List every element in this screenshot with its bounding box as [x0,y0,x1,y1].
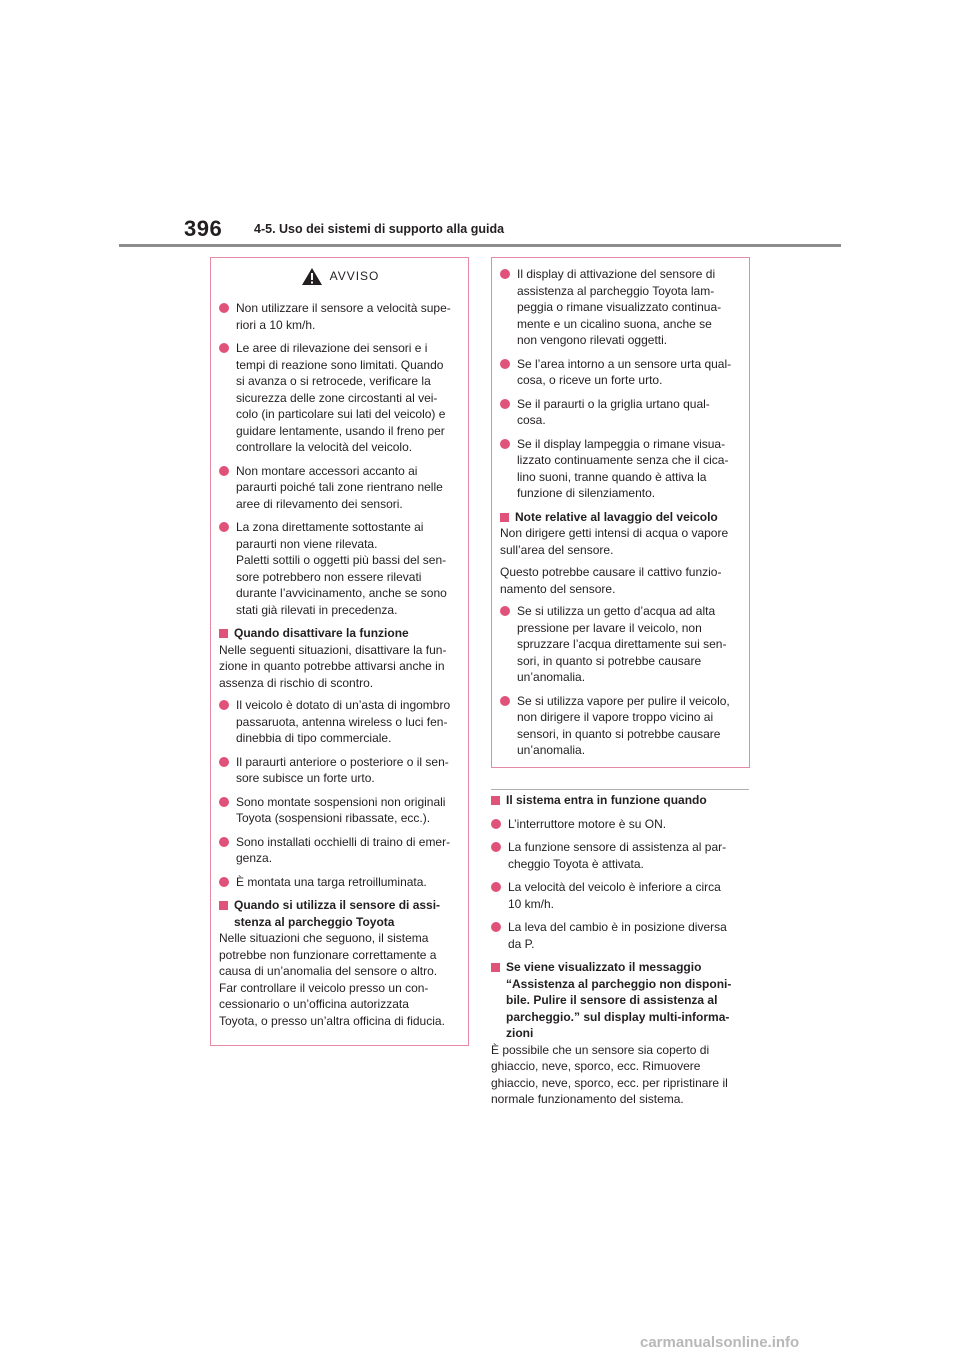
list-item: Non montare accessori accanto ai paraurti poiché tali zone rientrano nelle aree di rilevamento dei sensori. [219,463,461,513]
list-item: La zona direttamente sottostante ai paraurti non viene rilevata. Paletti sottili o oggetti più bassi del sen- sore potrebbero non essere rilevati durante l’avvicinamento, anche se sono stati già rilevati in precedenza. [219,519,461,618]
list-item: Il veicolo è dotato di un’asta di ingombro passaruota, antenna wireless o luci fen- dinebbia di tipo commerciale. [219,697,461,747]
list-item: Il paraurti anteriore o posteriore o il sen- sore subisce un forte urto. [219,754,461,787]
list-item: Se l’area intorno a un sensore urta qual- cosa, o riceve un forte urto. [500,356,742,389]
square-bullet-icon [219,901,228,910]
bullet-dot-icon [491,922,501,932]
bullet-dot-icon [219,303,229,313]
subheading-use: Quando si utilizza il sensore di assi- stenza al parcheggio Toyota [219,897,461,930]
list-item: L’interruttore motore è su ON. [491,816,750,833]
bullet-dot-icon [219,522,229,532]
list-item: Se si utilizza un getto d’acqua ad alta pressione per lavare il veicolo, non spruzzare l’acqua direttamente sui sen- sori, in quanto si potrebbe causare un’anomalia. [500,603,742,686]
bullet-dot-icon [500,399,510,409]
paragraph: È possibile che un sensore sia coperto di ghiaccio, neve, sporco, ecc. Rimuovere ghiaccio, neve, sporco, ecc. per ripristinare il normale funzionamento del sistema. [491,1042,728,1106]
bullet-dot-icon [491,882,501,892]
list-item: La velocità del veicolo è inferiore a circa 10 km/h. [491,879,750,912]
list-item: Se il display lampeggia o rimane visua- lizzato continuamente senza che il cica- lino suoni, tranne quando è attiva la funzione di silenziamento. [500,436,742,502]
bullet-dot-icon [219,797,229,807]
paragraph: Nelle situazioni che seguono, il sistema potrebbe non funzionare correttamente a causa di un’anomalia del sensore o altro. Far controllare il veicolo presso un con- cessionario o un’officina autorizzata Toyota, o presso un’altra officina di fiducia. [219,931,445,1028]
bullet-dot-icon [219,343,229,353]
list-item: Non utilizzare il sensore a velocità supe- riori a 10 km/h. [219,300,461,333]
bullet-dot-icon [219,700,229,710]
bullet-dot-icon [500,269,510,279]
list-item: Sono installati occhielli di traino di emer- genza. [219,834,461,867]
bullet-dot-icon [500,606,510,616]
warning-title: AVVISO [329,269,380,283]
warning-triangle-icon [301,267,323,286]
bullet-dot-icon [219,877,229,887]
warning-box-continued [491,257,750,768]
paragraph: Non dirigere getti intensi di acqua o vapore sull’area del sensore. [500,526,729,557]
bullet-dot-icon [219,837,229,847]
section-title: 4-5. Uso dei sistemi di supporto alla guida [254,222,505,236]
list-item: La funzione sensore di assistenza al par- cheggio Toyota è attivata. [491,839,750,872]
list-item: Il display di attivazione del sensore di assistenza al parcheggio Toyota lam- peggia o rimane visualizzato continua- mente e un cicalino suona, anche se non vengono rilevati oggetti. [500,266,742,349]
subheading-operates: Il sistema entra in funzione quando [491,792,750,809]
list-item: È montata una targa retroilluminata. [219,874,461,891]
warning-header [219,264,461,288]
list-item: Se si utilizza vapore per pulire il veicolo, non dirigere il vapore troppo vicino ai sensori, in quanto si potrebbe causare un’anomalia. [500,693,742,759]
subheading-deactivate: Quando disattivare la funzione [219,625,461,642]
warning-box [210,257,469,1046]
subheading-message: Se viene visualizzato il messaggio “Assistenza al parcheggio non disponi- bile. Pulire il sensore di assistenza al parcheggio.” sul display multi-informa- zioni [491,959,750,1042]
watermark: carmanualsonline.info [640,1334,800,1351]
section-divider [491,789,749,790]
paragraph: Questo potrebbe causare il cattivo funzio- namento del sensore. [500,565,722,596]
bullet-dot-icon [219,757,229,767]
subheading-wash: Note relative al lavaggio del veicolo [500,509,742,526]
page-number: 396 [184,216,223,241]
square-bullet-icon [219,629,228,638]
right-column-content [491,792,750,1114]
bullet-dot-icon [219,466,229,476]
bullet-dot-icon [491,842,501,852]
list-item: Se il paraurti o la griglia urtano qual- cosa. [500,396,742,429]
list-item: Le aree di rilevazione dei sensori e i tempi di reazione sono limitati. Quando si avanza o si retrocede, verificare la sicurezza delle zone circostanti al vei- colo (in particolare sui lati del veicolo) e guidare lentamente, usando il freno per controllare la velocità del veicolo. [219,340,461,456]
bullet-dot-icon [500,359,510,369]
square-bullet-icon [500,513,509,522]
square-bullet-icon [491,963,500,972]
paragraph: Nelle seguenti situazioni, disattivare la fun- zione in quanto potrebbe attivarsi anche in assenza di rischio di scontro. [219,642,447,690]
bullet-dot-icon [491,819,501,829]
square-bullet-icon [491,796,500,805]
bullet-dot-icon [500,439,510,449]
list-item: La leva del cambio è in posizione diversa da P. [491,919,750,952]
list-item: Sono montate sospensioni non originali Toyota (sospensioni ribassate, ecc.). [219,794,461,827]
bullet-dot-icon [500,696,510,706]
header-rule [119,244,841,247]
